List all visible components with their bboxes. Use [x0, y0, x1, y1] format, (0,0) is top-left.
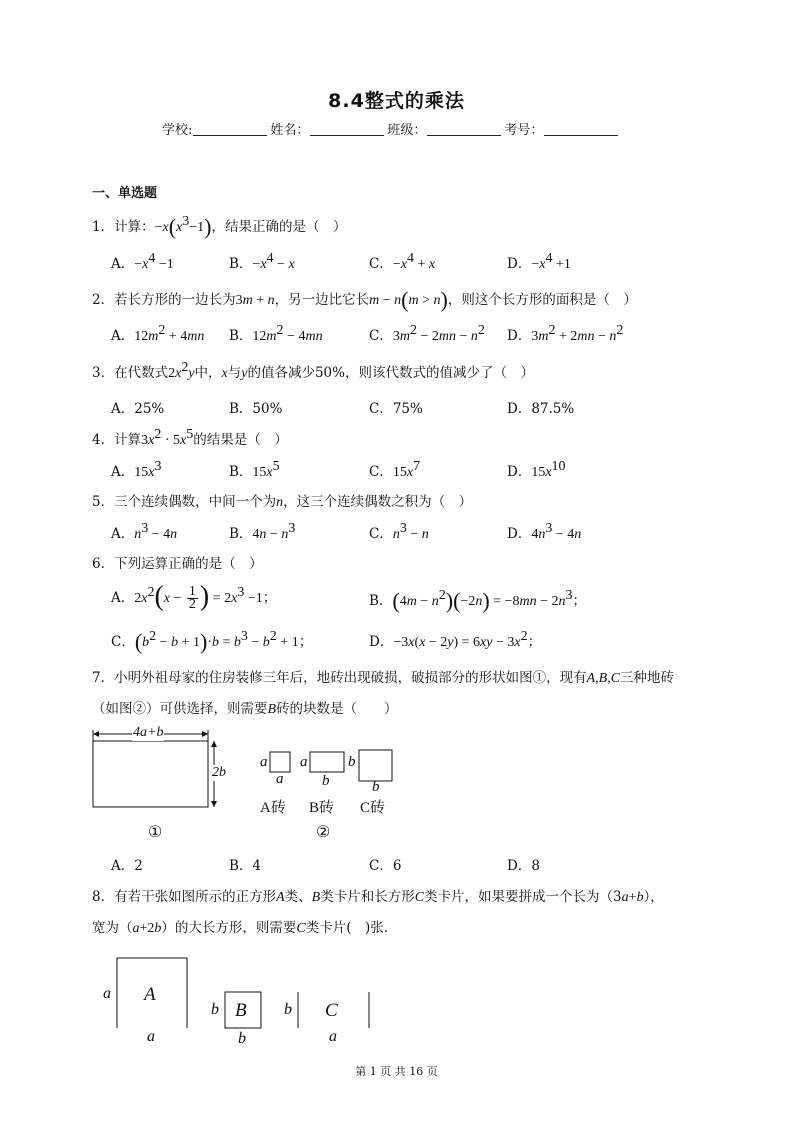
school-blank [193, 122, 267, 136]
q1-option-c: C．$-x^4 + x$ [369, 251, 436, 272]
q3-option-a: A．25% [111, 401, 165, 417]
figure-2-caption: ② [316, 822, 331, 841]
q4-option-d: D．$15x^{10}$ [507, 459, 566, 480]
class-label: 班级： [387, 123, 427, 138]
figure-1-side-label: 2b [212, 765, 226, 780]
card-a-side-label: a [103, 985, 111, 1002]
q6-option-c: C．$(b^2 - b + 1)\cdot b = b^3 - b^2 + 1$； [111, 629, 313, 654]
figure-1 [88, 724, 238, 814]
tile-b-label: B砖 [309, 800, 335, 816]
tile-a-side-label: a [260, 754, 268, 770]
card-c-label: C [325, 1000, 338, 1021]
question-text: ，结果正确的是（ ） [211, 219, 347, 235]
q2-option-b: B．$12m^2 - 4mn$ [229, 323, 323, 344]
q2-option-a: A．$12m^2 + 4mn$ [111, 323, 205, 344]
question-text: 计算： [114, 219, 155, 235]
q3-option-c: C．75% [369, 401, 423, 417]
tile-a-bottom-label: a [276, 771, 284, 787]
q3-option-b: B．50% [229, 401, 283, 417]
figure-2 [258, 746, 398, 816]
figure-1-top-label: 4a+b [133, 725, 164, 740]
question-4: 4．计算$3x^2 \cdot 5x^5$的结果是（ ） [92, 427, 288, 448]
name-blank [310, 122, 384, 136]
number-label: 考号： [504, 123, 544, 138]
q7-option-b: B．4 [229, 858, 262, 874]
tile-b-bottom-label: b [322, 773, 330, 789]
card-a-label: A [144, 984, 156, 1005]
section-heading: 一、单选题 [92, 186, 158, 201]
page-title: 8.4整式的乘法 [328, 90, 465, 112]
school-label: 学校: [162, 123, 193, 138]
q2-option-c: C．$3m^2 - 2mn - n^2$ [369, 323, 485, 344]
figure-3-cards [100, 955, 380, 1035]
question-7-line-2: （如图②）可供选择，则需要B砖的块数是（ ） [92, 701, 398, 717]
name-label: 姓名： [270, 123, 310, 138]
student-info [162, 119, 621, 138]
q1-option-b: B．$-x^4 - x$ [229, 251, 295, 272]
tile-c-label: C砖 [360, 800, 386, 816]
figure-1-caption: ① [148, 822, 163, 841]
q2-option-d: D．$3m^2 + 2mn - n^2$ [507, 323, 624, 344]
page-footer: 第 1 页 共 16 页 [355, 1065, 438, 1078]
card-b-bottom-label: b [238, 1030, 246, 1047]
tile-b-side-label: a [300, 754, 308, 770]
q4-option-b: B．$15x^5$ [229, 459, 280, 480]
card-c-side-label: b [284, 1001, 292, 1018]
q1-option-d: D．$-x^4 +1$ [507, 251, 571, 272]
question-1: 1．计算：$-x(x^3-1)$，结果正确的是（ ） [92, 214, 347, 239]
q5-option-b: B．$4n - n^3$ [229, 521, 296, 542]
tile-a-label: A砖 [260, 800, 286, 816]
tile-c-bottom-label: b [372, 779, 380, 795]
q3-option-d: D．87.5% [507, 401, 575, 417]
question-3: 3．在代数式$2x^2y$中，x与y的值各减少50%，则该代数式的值减少了（ ） [92, 360, 534, 381]
q5-option-a: A．$n^3 - 4n$ [111, 521, 178, 542]
q7-option-c: C．6 [369, 858, 402, 874]
tile-c-side-label: b [348, 754, 356, 770]
number-blank [544, 122, 618, 136]
question-6: 6．下列运算正确的是（ ） [92, 556, 263, 572]
question-8-line-2: 宽为（a+2b）的大长方形，则需要C类卡片( )张. [92, 920, 389, 936]
q1-option-a: A．$-x^4 -1$ [111, 251, 174, 272]
q7-option-d: D．8 [507, 858, 540, 874]
card-a-bottom-label: a [147, 1028, 155, 1045]
q6-option-a: A．$2x^2(x$ − $\frac{1}{2}$ ) = $2x^3 -1$； [111, 581, 277, 612]
question-2: 2．若长方形的一边长为3m + n，另一边比它长m − n(m > n)，则这个长方形的面积是（ ） [92, 287, 637, 312]
q4-option-c: C．$15x^7$ [369, 459, 421, 480]
question-number: 1． [92, 219, 115, 235]
figure-3 [100, 955, 380, 1050]
q6-option-d: D．$-3x(x - 2y) = 6xy - 3x^2$； [369, 629, 542, 650]
q5-option-c: C．$n^3 - n$ [369, 521, 429, 542]
q7-option-a: A．2 [111, 858, 143, 874]
question-8-line-1: 8．有若干张如图所示的正方形A类、B类卡片和长方形C类卡片，如果要拼成一个长为（3a+b）， [92, 889, 664, 905]
question-7-line-1: 7．小明外祖母家的住房装修三年后，地砖出现破损，破损部分的形状如图①，现有A,B,C三种地砖 [92, 670, 675, 686]
q5-option-d: D．$4n^3 - 4n$ [507, 521, 582, 542]
card-c-bottom-label: a [329, 1028, 337, 1045]
card-b-label: B [235, 1000, 247, 1021]
question-5: 5．三个连续偶数，中间一个为n，这三个连续偶数之积为（ ） [92, 494, 473, 510]
card-b-side-label: b [211, 1001, 219, 1018]
q4-option-a: A．$15x^3$ [111, 459, 162, 480]
q6-option-b: B．$(4m - n^2)(-2n) = -8mn - 2n^3$； [369, 588, 586, 613]
class-blank [427, 122, 501, 136]
